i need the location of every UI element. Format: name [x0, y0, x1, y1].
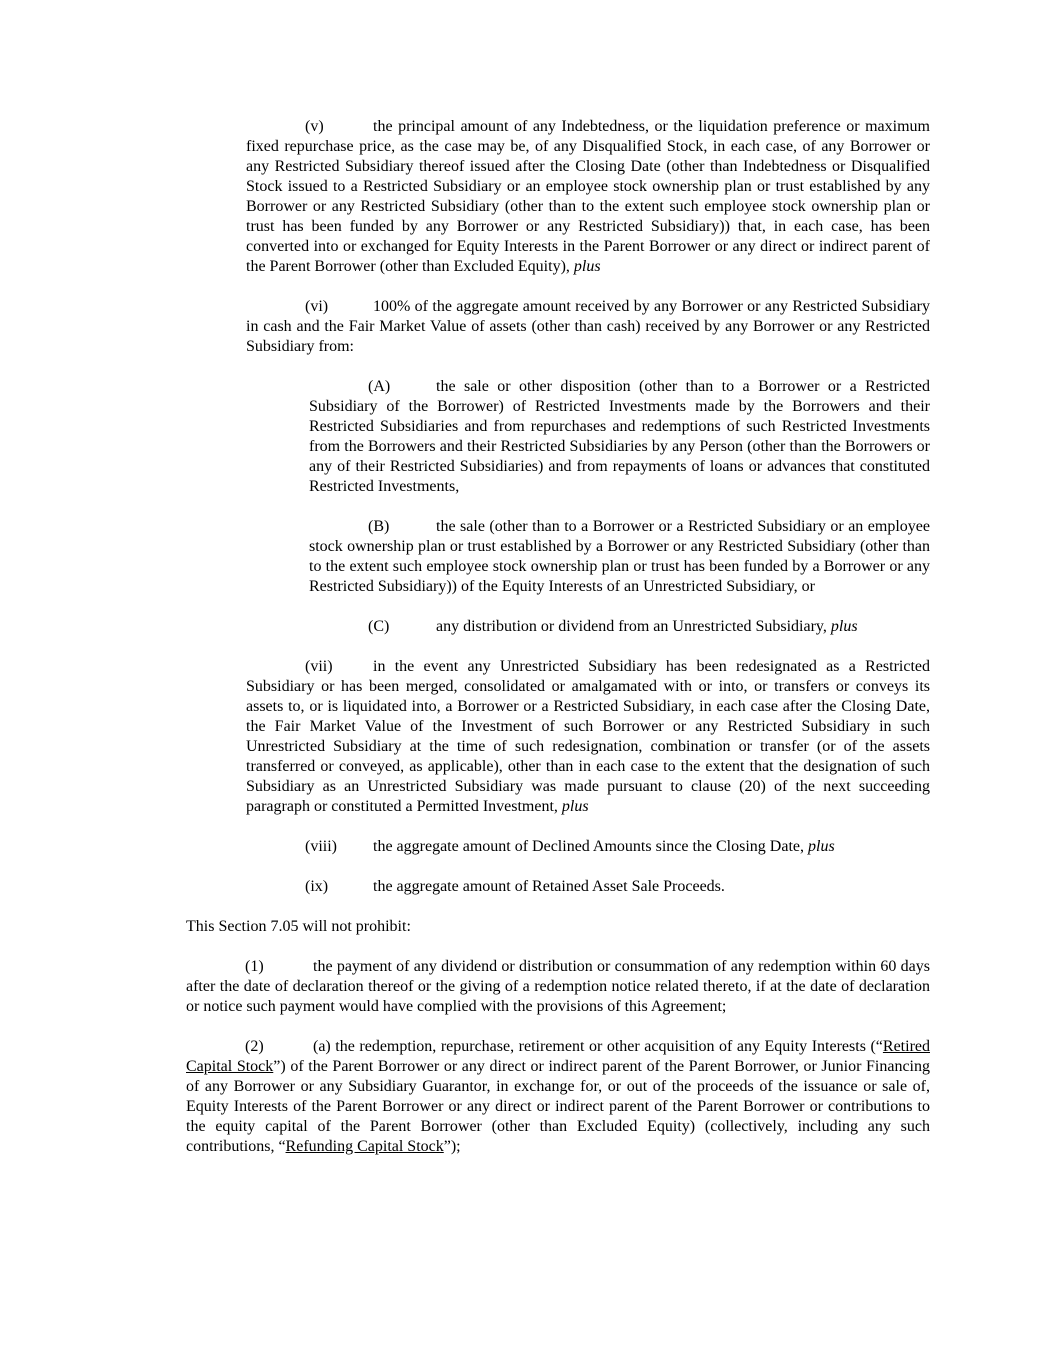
text-run: the aggregate amount of Declined Amounts since the Closing Date,: [373, 838, 808, 855]
paragraph-label-exception-1: (1): [245, 958, 264, 975]
text-run-italic: plus: [573, 258, 601, 275]
paragraph-label-clause-viii: (viii): [305, 838, 337, 855]
text-run: the sale (other than to a Borrower or a Restricted Subsidiary or an employee stock ownership plan or trust established by a Borrower or any Restricted Subsidiary (other than to the extent such employee stock ownership plan or trust has been funded by a Borrower or any Restricted Subsidiary)) of the Equity Interests of an Unrestricted Subsidiary, or: [309, 518, 930, 595]
paragraph-clause-vii: [246, 657, 930, 817]
paragraph-label-clause-vi: (vi): [305, 298, 329, 315]
paragraph-exception-1: [186, 957, 930, 1017]
text-run: This Section 7.05 will not prohibit:: [186, 918, 411, 935]
text-run: in the event any Unrestricted Subsidiary has been redesignated as a Restricted Subsidiary or has been merged, consolidated or amalgamated with or into, or transfers or conveys its assets to, or is liquidated into, a Borrower or a Restricted Subsidiary, in each case after the Closing Date, the Fair Market Value of the Investment of such Borrower or any Restricted Subsidiary in such Unrestricted Subsidiary at the time of such redesignation, combination or transfer (or of the assets transferred or conveyed, as applicable), other than in each case to the extent that the designation of such Subsidiary as an Unrestricted Subsidiary was made pursuant to clause (20) of the next succeeding paragraph or constituted a Permitted Investment,: [246, 658, 930, 815]
paragraph-label-clause-vii: (vii): [305, 658, 333, 675]
paragraph-clause-vi-B: [309, 517, 930, 597]
paragraph-label-clause-vi-B: (B): [368, 518, 390, 535]
paragraph-section-intro: [186, 917, 930, 937]
text-run-italic: plus: [561, 798, 589, 815]
paragraph-clause-vi-A: [309, 377, 930, 497]
paragraph-exception-2: [186, 1037, 930, 1157]
text-run-underline: Retired Capital Stock: [186, 1038, 930, 1075]
text-run: 100% of the aggregate amount received by any Borrower or any Restricted Subsidiary in cash and the Fair Market Value of assets (other than cash) received by any Borrower or any Restricted Subsidiary from:: [246, 298, 930, 355]
text-run: ”) of the Parent Borrower or any direct or indirect parent of the Parent Borrower, or Junior Financing of any Borrower or any Subsidiary Guarantor, in exchange for, or out of the proceeds of the issuance or sale of, Equity Interests of the Parent Borrower or any direct or indirect parent of the Parent Borrower or contributions to the equity capital of the Parent Borrower (other than Excluded Equity) (collectively, including any such contributions, “: [186, 1058, 931, 1155]
text-run: the payment of any dividend or distribution or consummation of any redemption within 60 days after the date of declaration thereof or the giving of a redemption notice related thereto, if at the date of declaration or notice such payment would have complied with the provisions of this Agreement;: [186, 958, 930, 1015]
text-run: any distribution or dividend from an Unrestricted Subsidiary,: [436, 618, 831, 635]
paragraph-clause-viii: [246, 837, 930, 857]
document-body: [186, 117, 930, 1157]
paragraph-clause-vi-C: [309, 617, 930, 637]
text-run: the sale or other disposition (other than to a Borrower or a Restricted Subsidiary of the Borrower) of Restricted Investments made by the Borrowers and their Restricted Subsidiaries and from repurchases and redemptions of such Restricted Investments from the Borrowers and their Restricted Subsidiaries by any Person (other than the Borrowers or any of their Restricted Subsidiaries) and from repayments of loans or advances that constituted Restricted Investments,: [309, 378, 930, 495]
text-run-italic: plus: [830, 618, 858, 635]
text-run: the principal amount of any Indebtedness, or the liquidation preference or maximum fixed repurchase price, as the case may be, of any Disqualified Stock, in each case, of any Borrower or any Restricted Subsidiary thereof issued after the Closing Date (other than Indebtedness or Disqualified Stock issued to a Restricted Subsidiary or an employee stock ownership plan or trust established by any Borrower or any Restricted Subsidiary (other than to the extent such employee stock ownership plan or trust has been funded by any Borrower or any Restricted Subsidiary)) that, in each case, has been converted into or exchanged for Equity Interests in the Parent Borrower or any direct or indirect parent of the Parent Borrower (other than Excluded Equity),: [246, 118, 930, 275]
paragraph-label-clause-vi-C: (C): [368, 618, 390, 635]
paragraph-label-clause-vi-A: (A): [368, 378, 391, 395]
text-run: the aggregate amount of Retained Asset Sale Proceeds.: [373, 878, 725, 895]
paragraph-label-exception-2: (2): [245, 1038, 264, 1055]
paragraph-label-clause-v: (v): [305, 118, 324, 135]
text-run: ”);: [443, 1138, 461, 1155]
text-run-italic: plus: [808, 838, 835, 855]
paragraph-clause-v: [246, 117, 930, 277]
text-run: (a) the redemption, repurchase, retirement or other acquisition of any Equity Interests (“: [313, 1038, 883, 1055]
text-run-underline: Refunding Capital Stock: [285, 1138, 444, 1155]
paragraph-label-clause-ix: (ix): [305, 878, 329, 895]
paragraph-clause-vi: [246, 297, 930, 357]
paragraph-clause-ix: [246, 877, 930, 897]
